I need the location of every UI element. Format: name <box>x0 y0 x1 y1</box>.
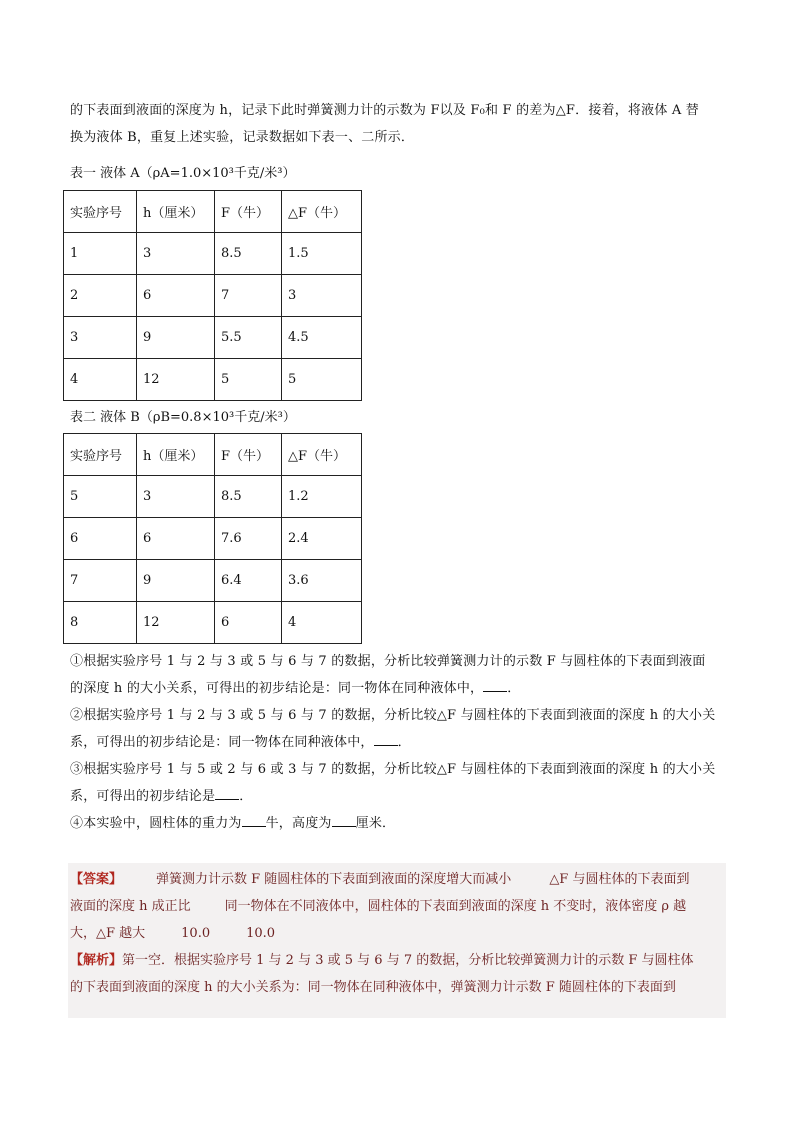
table-cell: 12 <box>137 602 215 644</box>
answer-3a: 同一物体在不同液体中，圆柱体的下表面到液面的深度 h 不变时，液体密度 ρ 越 <box>224 899 687 914</box>
table-cell: 5 <box>64 476 137 518</box>
answer-1: 弹簧测力计示数 F 随圆柱体的下表面到液面的深度增大而减小 <box>156 872 512 887</box>
table-cell: 9 <box>137 560 215 602</box>
q4-text-c: 厘米． <box>355 816 396 831</box>
table-row <box>64 476 362 518</box>
q1-line-b <box>70 675 725 702</box>
table-cell: 6 <box>137 518 215 560</box>
table1-caption: 表一 液体 A（ρA=1.0×10³千克/米³） <box>70 166 296 181</box>
table-header-row <box>64 434 362 476</box>
q2-blank[interactable] <box>374 733 398 746</box>
table-cell: 5 <box>282 359 362 401</box>
table-cell: 8.5 <box>215 233 282 275</box>
q1-text: 的深度 h 的大小关系，可得出的初步结论是：同一物体在同种液体中， <box>70 681 484 696</box>
table-cell: 8.5 <box>215 476 282 518</box>
table-cell: 2.4 <box>282 518 362 560</box>
q2-text: 系，可得出的初步结论是：同一物体在同种液体中， <box>70 735 374 750</box>
q4-text-a: ④本实验中，圆柱体的重力为 <box>70 816 242 831</box>
table-cell: 4.5 <box>282 317 362 359</box>
table-cell: 3 <box>137 233 215 275</box>
table-header-cell: △F（牛） <box>282 191 362 233</box>
table-row <box>64 233 362 275</box>
answer-block <box>70 866 725 1001</box>
table2-body <box>64 434 362 644</box>
q3-line-a: ③根据实验序号 1 与 5 或 2 与 6 或 3 与 7 的数据，分析比较△F 与圆柱体的下表面到液面的深度 h 的大小关 <box>70 762 716 777</box>
table-header-cell: 实验序号 <box>64 191 137 233</box>
table-cell: 6 <box>215 602 282 644</box>
answer-line-1 <box>70 866 725 893</box>
answer-2b: 液面的深度 h 成正比 <box>70 899 191 914</box>
q3-line-b <box>70 783 725 810</box>
table-cell: 3 <box>137 476 215 518</box>
table1 <box>63 190 362 401</box>
q3-blank[interactable] <box>215 787 239 800</box>
q1-end: ． <box>507 681 521 696</box>
table-cell: 7 <box>215 275 282 317</box>
table2 <box>63 433 362 644</box>
table-cell: 8 <box>64 602 137 644</box>
table2-caption: 表二 液体 B（ρB=0.8×10³千克/米³） <box>70 410 296 425</box>
q2-line-b <box>70 729 725 756</box>
q4-blank-weight[interactable] <box>242 814 266 827</box>
table-row <box>64 275 362 317</box>
table-header-cell: h（厘米） <box>137 434 215 476</box>
q2-end: ． <box>397 735 411 750</box>
q4-text-b: 牛，高度为 <box>265 816 332 831</box>
q3-end: ． <box>239 789 253 804</box>
q1-line-a: ①根据实验序号 1 与 2 与 3 或 5 与 6 与 7 的数据，分析比较弹簧测力计的示数 F 与圆柱体的下表面到液面 <box>70 654 706 669</box>
table-cell: 9 <box>137 317 215 359</box>
table-cell: 3 <box>282 275 362 317</box>
table-row <box>64 359 362 401</box>
table-header-cell: h（厘米） <box>137 191 215 233</box>
table-cell: 1.2 <box>282 476 362 518</box>
answer-4: 10.0 <box>181 926 211 941</box>
table-header-cell: 实验序号 <box>64 434 137 476</box>
answer-2a: △F 与圆柱体的下表面到 <box>549 872 690 887</box>
q4-blank-height[interactable] <box>332 814 356 827</box>
q4-line <box>70 810 725 837</box>
table-cell: 6 <box>137 275 215 317</box>
table-cell: 4 <box>64 359 137 401</box>
table-cell: 3.6 <box>282 560 362 602</box>
table-header-cell: F（牛） <box>215 434 282 476</box>
table-header-row <box>64 191 362 233</box>
answer-line-2 <box>70 893 725 920</box>
intro-paragraph <box>70 97 725 151</box>
table-row <box>64 317 362 359</box>
table-cell: 7 <box>64 560 137 602</box>
table-cell: 3 <box>64 317 137 359</box>
answer-tag: 【答案】 <box>70 872 123 887</box>
table-cell: 12 <box>137 359 215 401</box>
answer-5: 10.0 <box>246 926 276 941</box>
table-cell: 5.5 <box>215 317 282 359</box>
q1-blank[interactable] <box>483 679 507 692</box>
table-row <box>64 560 362 602</box>
table-cell: 1.5 <box>282 233 362 275</box>
analysis-text-1: 第一空．根据实验序号 1 与 2 与 3 或 5 与 6 与 7 的数据，分析比较弹簧测力计的示数 F 与圆柱体 <box>122 953 694 968</box>
table-row <box>64 518 362 560</box>
table-cell: 6.4 <box>215 560 282 602</box>
table-header-cell: F（牛） <box>215 191 282 233</box>
table-cell: 5 <box>215 359 282 401</box>
analysis-tag: 【解析】 <box>70 953 123 968</box>
answer-3b: 大，△F 越大 <box>70 926 146 941</box>
answer-line-3 <box>70 920 725 947</box>
table-cell: 1 <box>64 233 137 275</box>
intro-line-1: 的下表面到液面的深度为 h，记录下此时弹簧测力计的示数为 F以及 F₀和 F 的差为△F．接着，将液体 A 替 <box>70 103 699 118</box>
table1-body <box>64 191 362 401</box>
intro-line-2: 换为液体 B，重复上述实验，记录数据如下表一、二所示． <box>70 130 415 145</box>
questions-block <box>70 648 725 837</box>
table-header-cell: △F（牛） <box>282 434 362 476</box>
analysis-line-2: 的下表面到液面的深度 h 的大小关系为：同一物体在同种液体中，弹簧测力计示数 F 随圆柱体的下表面到 <box>70 980 676 995</box>
table-row <box>64 602 362 644</box>
q3-text: 系，可得出的初步结论是 <box>70 789 216 804</box>
table-cell: 4 <box>282 602 362 644</box>
table-cell: 2 <box>64 275 137 317</box>
table-cell: 7.6 <box>215 518 282 560</box>
table-cell: 6 <box>64 518 137 560</box>
q2-line-a: ②根据实验序号 1 与 2 与 3 或 5 与 6 与 7 的数据，分析比较△F 与圆柱体的下表面到液面的深度 h 的大小关 <box>70 708 716 723</box>
analysis-line-1 <box>70 947 725 974</box>
